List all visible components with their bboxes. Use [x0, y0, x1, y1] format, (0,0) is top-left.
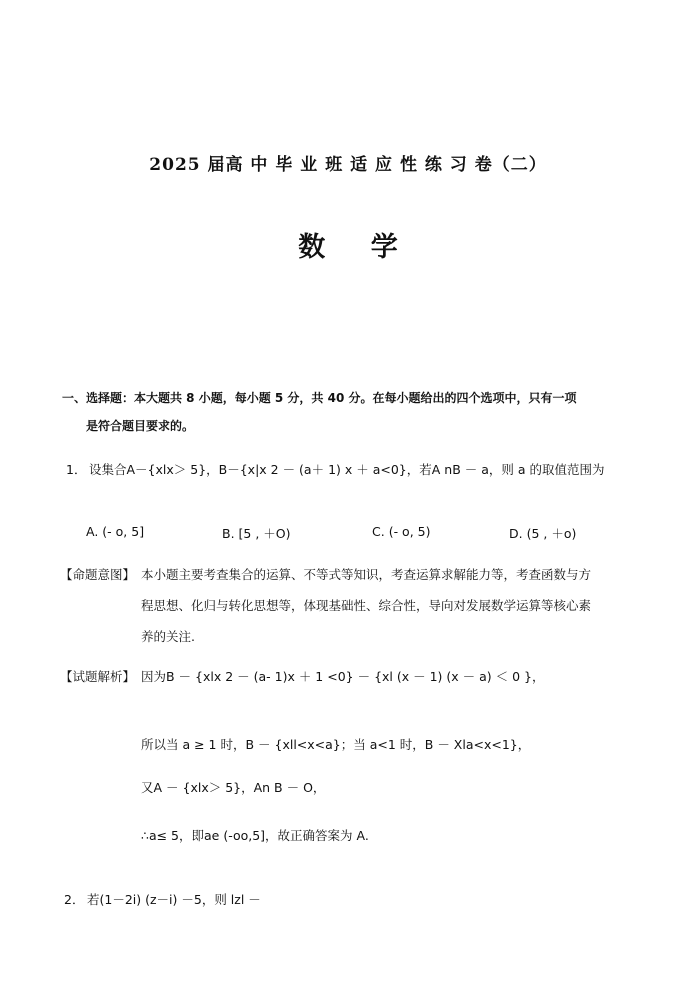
question-2-stem: 若(1－2i) (z－i) －5，则 lzl － — [87, 892, 261, 907]
option-b-text: [5 , ＋O) — [238, 526, 291, 541]
option-d — [509, 524, 576, 542]
section-heading-line2: 是符合题目要求的。 — [86, 419, 195, 433]
question-1-number: 1． — [66, 462, 87, 477]
analysis-line-4: ∴a≤ 5，即ae (-oo,5]，故正确答案为 A. — [141, 828, 369, 843]
subject-title: 数 学 — [298, 232, 416, 263]
option-d-text: (5 , ＋o) — [526, 526, 577, 541]
intent-line-1: 本小题主要考查集合的运算、不等式等知识，考查运算求解能力等，考查函数与方 — [141, 567, 592, 582]
analysis-line-3: 又A － {xlx＞ 5}，An B － O， — [141, 780, 326, 795]
option-a — [86, 524, 144, 539]
question-1-stem: 设集合A－{xlx＞ 5}，B－{x|x 2 － (a＋ 1) x ＋ a<0}，若A nB － a，则 a 的取值范围为 — [89, 462, 605, 477]
option-c-text: (- o, 5) — [388, 524, 431, 539]
option-b — [222, 524, 291, 542]
analysis-line-1: 因为B － {xlx 2 － (a- 1)x ＋ 1 <0} － {xl (x － 1) (x － a) ＜ 0 }， — [141, 669, 545, 684]
option-c — [372, 524, 430, 539]
analysis-line-2: 所以当 a ≥ 1 时，B － {xll<x<a}；当 a<1 时，B － Xla<x<1}， — [141, 737, 531, 752]
option-b-label: B. — [222, 526, 235, 541]
section-heading-line1: 一、选择题：本大题共 8 小题，每小题 5 分，共 40 分。在每小题给出的四个选项中，只有一项 — [62, 391, 577, 405]
analysis-label: 【试题解析】 — [60, 669, 136, 684]
option-c-label: C. — [372, 524, 385, 539]
intent-line-2: 程思想、化归与转化思想等，体现基础性、综合性，导向对发展数学运算等核心素 — [141, 598, 592, 613]
intent-line-3: 养的关注. — [141, 629, 195, 644]
intent-label: 【命题意图】 — [60, 567, 136, 582]
option-a-label: A. — [86, 524, 99, 539]
option-d-label: D. — [509, 526, 523, 541]
option-a-text: (- o, 5] — [102, 524, 145, 539]
exam-title: 2025 届高 中 毕 业 班 适 应 性 练 习 卷（二） — [149, 155, 547, 175]
question-2-number: 2． — [64, 892, 85, 907]
